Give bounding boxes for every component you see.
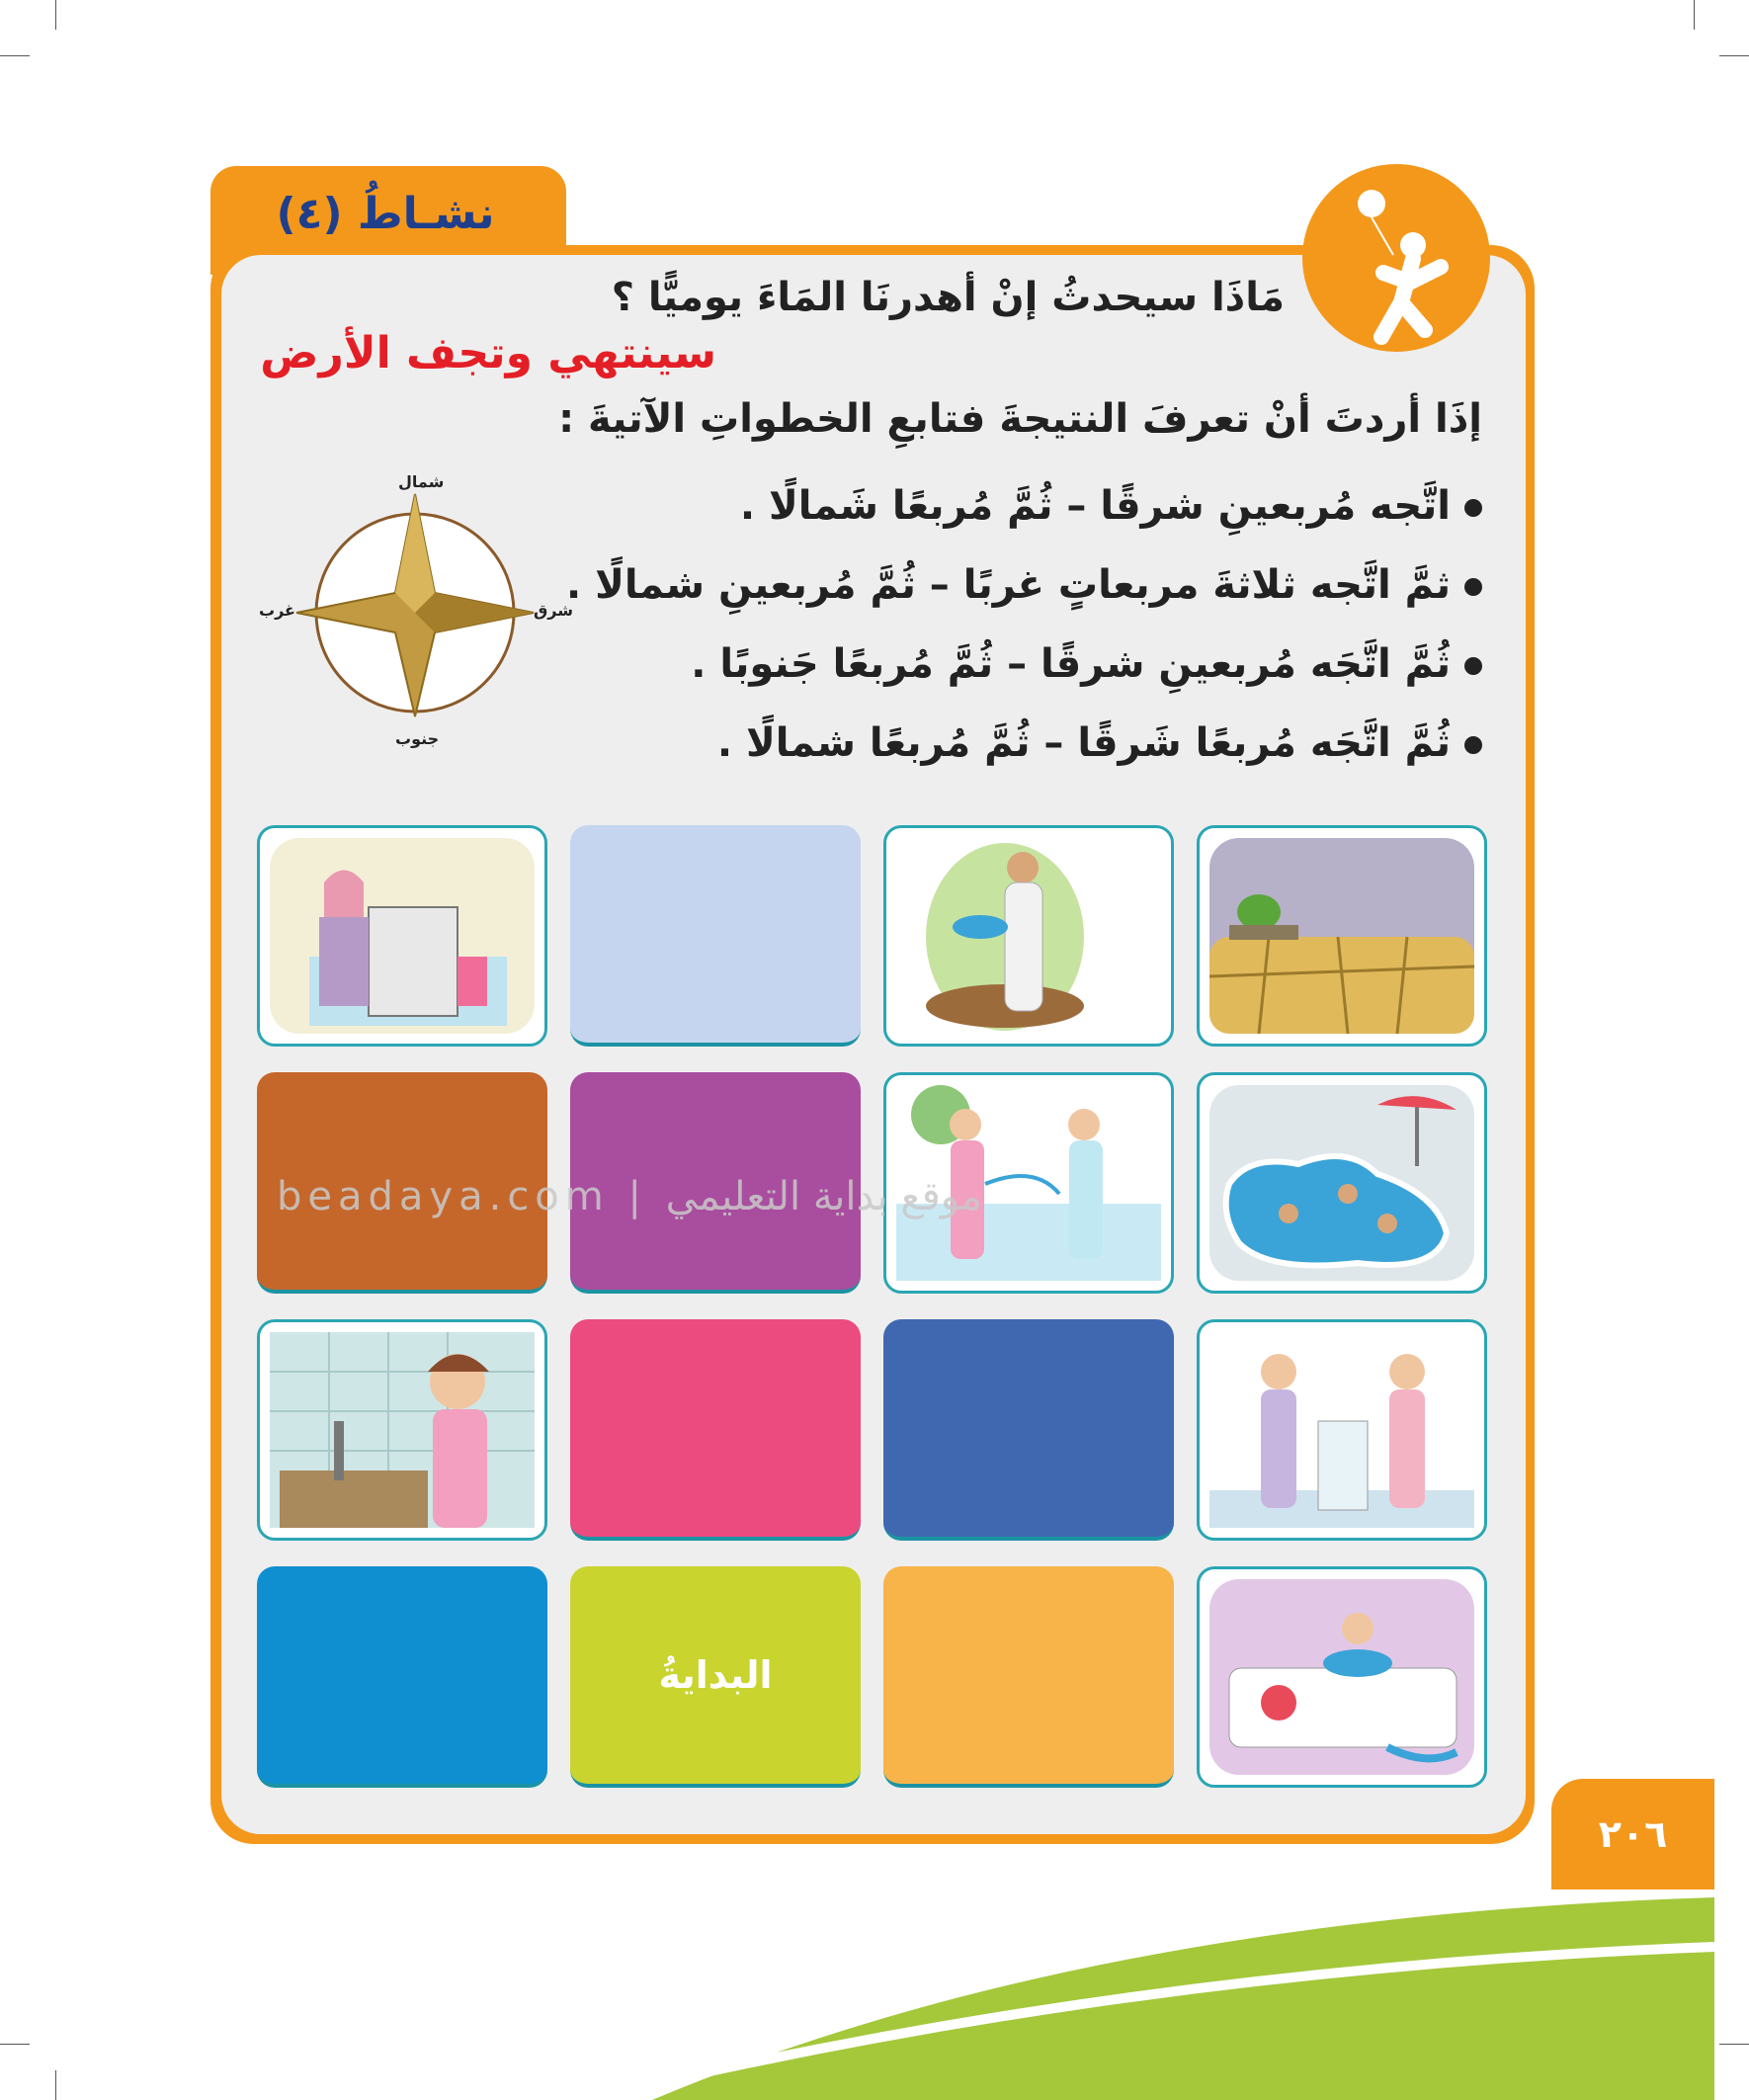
- crop-mark: [1719, 55, 1749, 56]
- step-text: ثمَّ اتَّجه ثلاثةَ مربعاتٍ غربًا – ثُمَّ مُربعينِ شمالًا .: [565, 562, 1451, 608]
- man-washing-image: [896, 838, 1161, 1034]
- grid-cell-man-washing[interactable]: [883, 825, 1174, 1047]
- grid-cell-start[interactable]: [570, 1566, 861, 1788]
- crop-mark: [0, 55, 30, 56]
- grid-cell-pool[interactable]: [1197, 1072, 1487, 1294]
- compass-south-label: جنوب: [395, 729, 440, 748]
- bullet-icon: [1464, 499, 1482, 517]
- answer-text: سينتهي وتجف الأرض: [260, 328, 716, 378]
- grid-cell-dry-land[interactable]: [1197, 825, 1487, 1047]
- grid-cell-brushing-teeth[interactable]: [1197, 1319, 1487, 1541]
- grid-cell-orange[interactable]: [883, 1566, 1174, 1788]
- grid-cell-dark-blue[interactable]: [883, 1319, 1174, 1541]
- step-text: ثُمَّ اتَّجَه مُربعًا شَرقًا – ثُمَّ مُربعًا شمالًا .: [716, 720, 1451, 766]
- grid-cell-pink[interactable]: [570, 1319, 861, 1541]
- compass: [247, 464, 583, 800]
- crop-mark: [1694, 0, 1695, 30]
- grid-cell-cyan[interactable]: [257, 1566, 547, 1788]
- boy-bathtub-image: [1209, 1579, 1474, 1775]
- girl-washing-dishes-image: [270, 1332, 535, 1528]
- swimming-pool-image: [1209, 1085, 1474, 1281]
- steps-list: [494, 476, 1482, 793]
- instructions-intro: إذَا أردتَ أنْ تعرفَ النتيجةَ فتابعِ الخطواتِ الآتيةَ :: [558, 396, 1482, 442]
- page-number: ٢٠٦: [1598, 1812, 1668, 1856]
- step-item: [494, 714, 1482, 793]
- step-item: [494, 476, 1482, 555]
- washing-machine-image: [270, 838, 535, 1034]
- bullet-icon: [1464, 657, 1482, 675]
- grid-cell-light-blue[interactable]: [570, 825, 861, 1047]
- start-label: البدايةُ: [658, 1653, 773, 1697]
- compass-rose-icon: [247, 464, 583, 800]
- step-item: [494, 634, 1482, 714]
- step-item: [494, 555, 1482, 634]
- compass-west-label: غرب: [259, 601, 295, 620]
- grid-cell-dishes[interactable]: [257, 1319, 547, 1541]
- step-text: اتَّجه مُربعينِ شرقًا – ثُمَّ مُربعًا شَمالًا .: [739, 483, 1451, 529]
- decorative-swoosh: [0, 1878, 1749, 2100]
- grid-cell-washing-clothes[interactable]: [257, 825, 547, 1047]
- compass-north-label: شمال: [398, 472, 445, 491]
- activity-title: نشـاطُ (٤): [276, 189, 495, 239]
- bullet-icon: [1464, 578, 1482, 596]
- bullet-icon: [1464, 736, 1482, 754]
- watermark-text: beadaya.com | موقع بداية التعليمي: [277, 1174, 982, 1219]
- grid-cell-bathtub[interactable]: [1197, 1566, 1487, 1788]
- girls-brushing-teeth-image: [1209, 1332, 1474, 1528]
- child-balloon-icon: [1302, 164, 1490, 352]
- crop-mark: [55, 0, 56, 30]
- compass-east-label: شرق: [534, 601, 573, 620]
- dry-land-frog-image: [1209, 838, 1474, 1034]
- question-text: مَاذَا سيحدثُ إنْ أهدرنَا المَاءَ يوميًّا ؟: [611, 275, 1285, 320]
- step-text: ثُمَّ اتَّجَه مُربعينِ شرقًا – ثُمَّ مُربعًا جَنوبًا .: [691, 641, 1451, 687]
